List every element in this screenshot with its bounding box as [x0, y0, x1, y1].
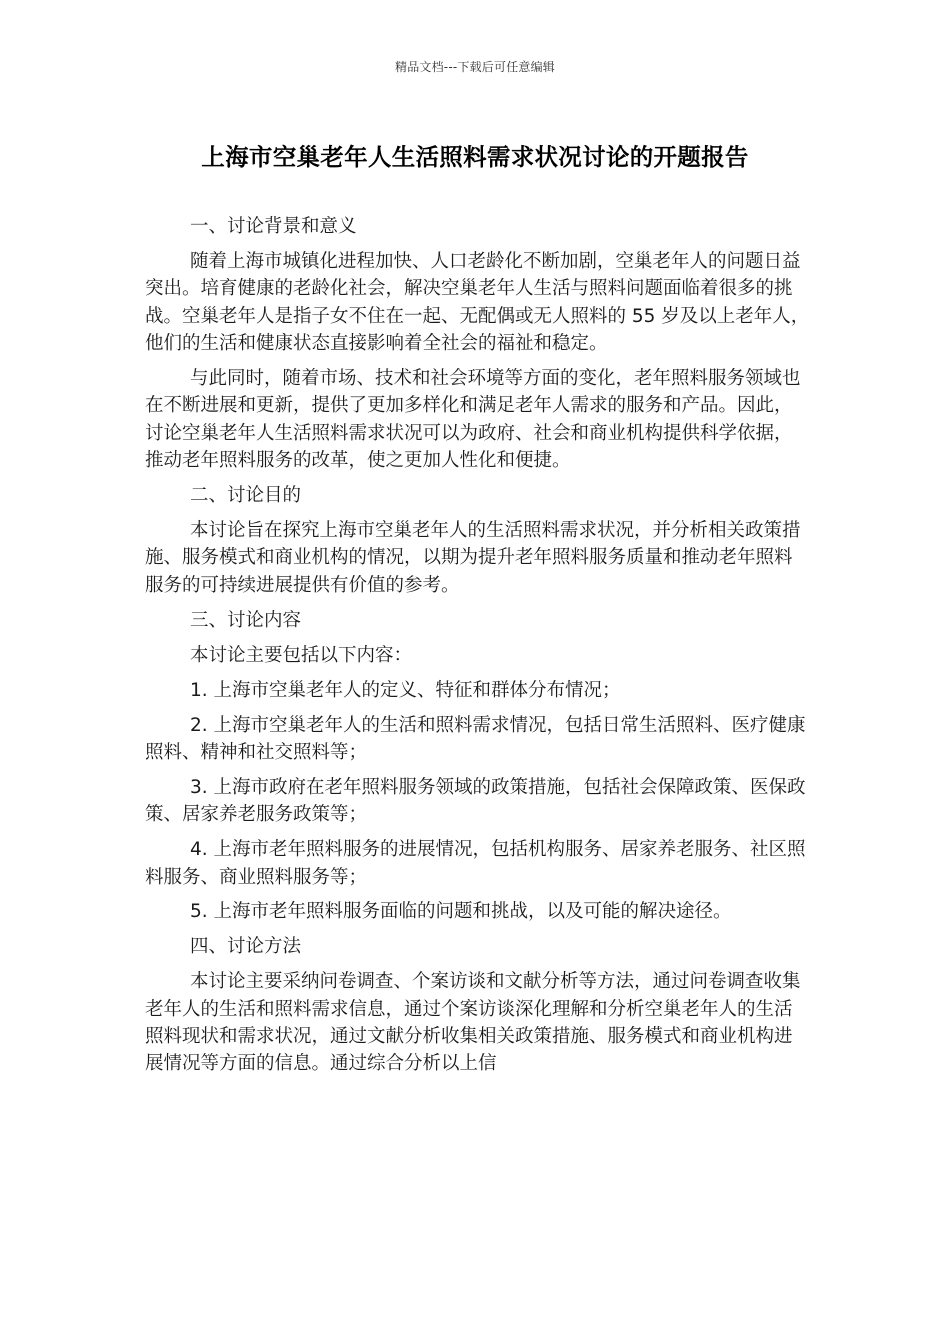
paragraph-method: 本讨论主要采纳问卷调查、个案访谈和文献分析等方法，通过问卷调查收集老年人的生活和照料需求信息，通过个案访谈深化理解和分析空巢老年人的生活照料现状和需求状况，通过文献分析收集相关政策措施、服务模式和商业机构进展情况等方面的信息。通过综合分析以上信 [145, 971, 801, 1075]
section-heading-content: 三、讨论内容 [190, 609, 302, 631]
list-item-1: 1. 上海市空巢老年人的定义、特征和群体分布情况； [190, 679, 621, 701]
paragraph-background-1: 随着上海市城镇化进程加快、人口老龄化不断加剧，空巢老年人的问题日益突出。培育健康的老龄化社会，解决空巢老年人生活与照料问题面临着很多的挑战。空巢老年人是指子女不住在一起、无配偶或无人照料的 55 岁及以上老年人，他们的生活和健康状态直接影响着全社会的福祉和稳定。 [145, 250, 810, 355]
list-item-5: 5. 上海市老年照料服务面临的问题和挑战，以及可能的解决途径。 [190, 901, 732, 923]
section-heading-background: 一、讨论背景和意义 [190, 216, 357, 237]
paragraph-content-intro: 本讨论主要包括以下内容： [190, 644, 413, 666]
paragraph-background-2: 与此同时，随着市场、技术和社会环境等方面的变化，老年照料服务领域也在不断进展和更新，提供了更加多样化和满足老年人需求的服务和产品。因此，讨论空巢老年人生活照料需求状况可以为政府、社会和商业机构提供科学依据，推动老年照料服务的改革，使之更加人性化和便捷。 [145, 368, 801, 472]
header-note: 精品文档---下载后可任意编辑 [395, 60, 555, 74]
section-heading-method: 四、讨论方法 [190, 936, 302, 958]
paragraph-purpose: 本讨论旨在探究上海市空巢老年人的生活照料需求状况，并分析相关政策措施、服务模式和商业机构的情况，以期为提升老年照料服务质量和推动老年照料服务的可持续进展提供有价值的参考。 [145, 520, 801, 596]
list-item-4: 4. 上海市老年照料服务的进展情况，包括机构服务、居家养老服务、社区照料服务、商业照料服务等； [145, 839, 806, 888]
list-item-2: 2. 上海市空巢老年人的生活和照料需求情况，包括日常生活照料、医疗健康照料、精神和社交照料等； [145, 714, 806, 763]
section-heading-purpose: 二、讨论目的 [190, 485, 302, 507]
list-item-3: 3. 上海市政府在老年照料服务领域的政策措施，包括社会保障政策、医保政策、居家养老服务政策等； [145, 776, 806, 826]
document-title: 上海市空巢老年人生活照料需求状况讨论的开题报告 [201, 143, 749, 171]
document-body [145, 213, 810, 1085]
